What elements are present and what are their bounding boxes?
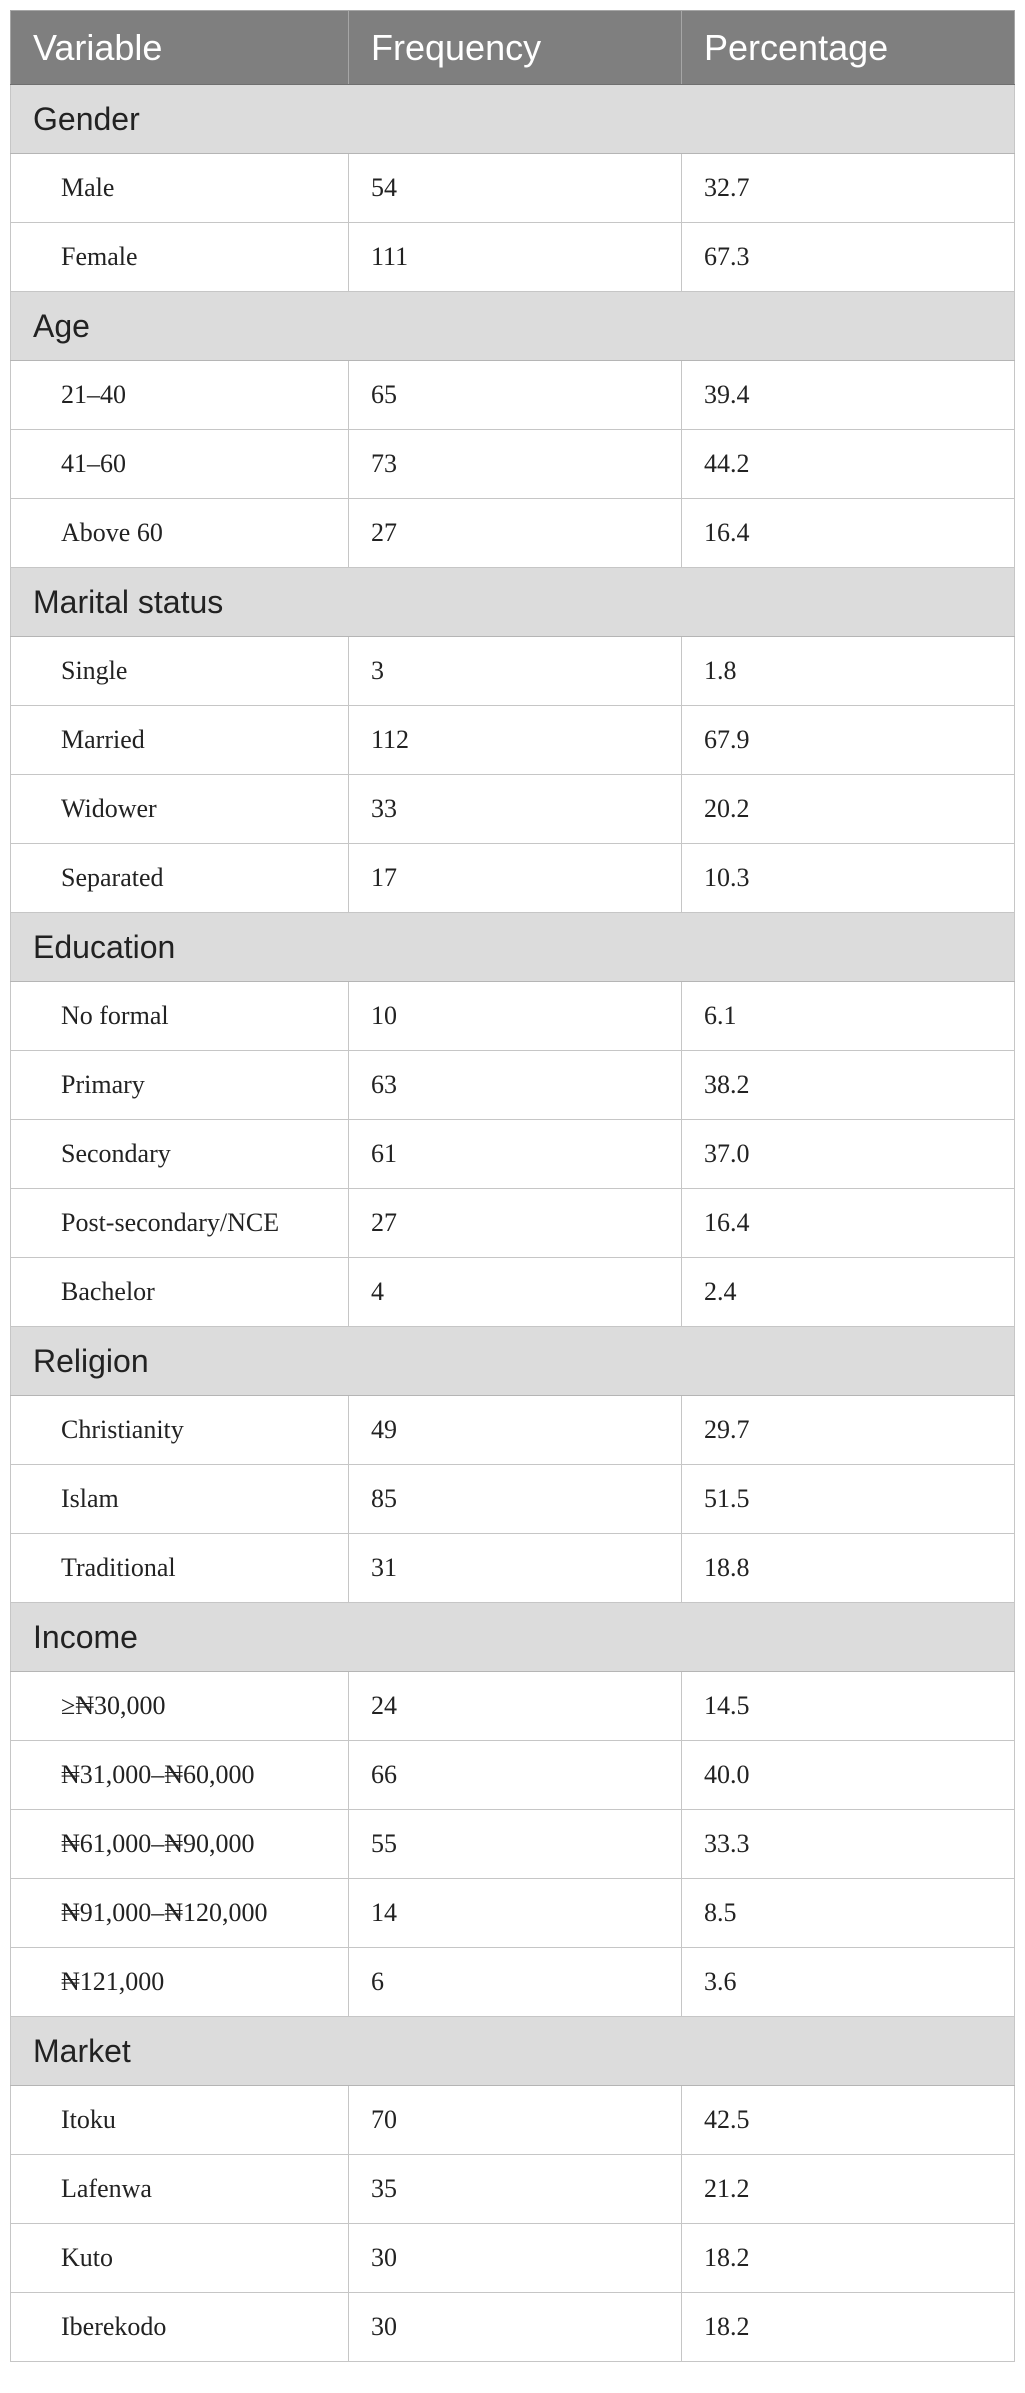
table-row: [11, 2224, 1015, 2293]
table-row: [11, 1258, 1015, 1327]
table-row: [11, 2155, 1015, 2224]
percentage-cell: 2.4: [682, 1258, 1015, 1327]
frequency-cell: 65: [349, 361, 682, 430]
category-cell: No formal: [11, 982, 349, 1051]
category-cell: Single: [11, 637, 349, 706]
category-cell: Post-secondary/NCE: [11, 1189, 349, 1258]
category-cell: Kuto: [11, 2224, 349, 2293]
percentage-cell: 32.7: [682, 154, 1015, 223]
table-row: [11, 1396, 1015, 1465]
category-cell: Islam: [11, 1465, 349, 1534]
table-row: [11, 982, 1015, 1051]
category-cell: Female: [11, 223, 349, 292]
table-row: [11, 2086, 1015, 2155]
percentage-cell: 39.4: [682, 361, 1015, 430]
frequency-cell: 14: [349, 1879, 682, 1948]
percentage-cell: 1.8: [682, 637, 1015, 706]
frequency-cell: 112: [349, 706, 682, 775]
frequency-cell: 61: [349, 1120, 682, 1189]
percentage-cell: 29.7: [682, 1396, 1015, 1465]
percentage-cell: 33.3: [682, 1810, 1015, 1879]
frequency-cell: 30: [349, 2293, 682, 2362]
percentage-cell: 67.9: [682, 706, 1015, 775]
category-cell: ₦121,000: [11, 1948, 349, 2017]
group-row: [11, 2017, 1015, 2086]
frequency-cell: 85: [349, 1465, 682, 1534]
group-label: Age: [11, 292, 1015, 361]
frequency-cell: 24: [349, 1672, 682, 1741]
percentage-cell: 16.4: [682, 499, 1015, 568]
frequency-cell: 6: [349, 1948, 682, 2017]
table-row: [11, 706, 1015, 775]
group-label: Income: [11, 1603, 1015, 1672]
category-cell: Male: [11, 154, 349, 223]
percentage-cell: 18.2: [682, 2224, 1015, 2293]
frequency-cell: 3: [349, 637, 682, 706]
header-variable: Variable: [11, 11, 349, 85]
category-cell: ₦61,000–₦90,000: [11, 1810, 349, 1879]
table-row: [11, 361, 1015, 430]
percentage-cell: 42.5: [682, 2086, 1015, 2155]
frequency-cell: 55: [349, 1810, 682, 1879]
header-row: [11, 11, 1015, 85]
group-label: Market: [11, 2017, 1015, 2086]
percentage-cell: 44.2: [682, 430, 1015, 499]
frequency-cell: 49: [349, 1396, 682, 1465]
frequency-cell: 27: [349, 499, 682, 568]
table-row: [11, 637, 1015, 706]
group-label: Gender: [11, 85, 1015, 154]
table-row: [11, 1189, 1015, 1258]
group-row: [11, 1327, 1015, 1396]
frequency-cell: 70: [349, 2086, 682, 2155]
table-row: [11, 844, 1015, 913]
table-row: [11, 1534, 1015, 1603]
percentage-cell: 10.3: [682, 844, 1015, 913]
category-cell: Married: [11, 706, 349, 775]
percentage-cell: 8.5: [682, 1879, 1015, 1948]
table-body: [11, 85, 1015, 2362]
frequency-cell: 30: [349, 2224, 682, 2293]
table-row: [11, 1051, 1015, 1120]
category-cell: Widower: [11, 775, 349, 844]
frequency-cell: 10: [349, 982, 682, 1051]
category-cell: Christianity: [11, 1396, 349, 1465]
table-row: [11, 1948, 1015, 2017]
table-row: [11, 775, 1015, 844]
table-row: [11, 1120, 1015, 1189]
category-cell: Lafenwa: [11, 2155, 349, 2224]
group-label: Marital status: [11, 568, 1015, 637]
group-row: [11, 1603, 1015, 1672]
percentage-cell: 18.2: [682, 2293, 1015, 2362]
group-row: [11, 913, 1015, 982]
table-row: [11, 1810, 1015, 1879]
frequency-cell: 63: [349, 1051, 682, 1120]
group-row: [11, 292, 1015, 361]
category-cell: Secondary: [11, 1120, 349, 1189]
percentage-cell: 6.1: [682, 982, 1015, 1051]
table-row: [11, 154, 1015, 223]
frequency-cell: 27: [349, 1189, 682, 1258]
percentage-cell: 67.3: [682, 223, 1015, 292]
group-label: Education: [11, 913, 1015, 982]
percentage-cell: 16.4: [682, 1189, 1015, 1258]
frequency-cell: 31: [349, 1534, 682, 1603]
percentage-cell: 38.2: [682, 1051, 1015, 1120]
frequency-cell: 73: [349, 430, 682, 499]
table-row: [11, 1879, 1015, 1948]
category-cell: 41–60: [11, 430, 349, 499]
category-cell: Itoku: [11, 2086, 349, 2155]
group-row: [11, 85, 1015, 154]
category-cell: Separated: [11, 844, 349, 913]
percentage-cell: 21.2: [682, 2155, 1015, 2224]
header-frequency: Frequency: [349, 11, 682, 85]
group-row: [11, 568, 1015, 637]
frequency-cell: 17: [349, 844, 682, 913]
percentage-cell: 18.8: [682, 1534, 1015, 1603]
category-cell: ≥₦30,000: [11, 1672, 349, 1741]
table-row: [11, 1465, 1015, 1534]
frequency-cell: 33: [349, 775, 682, 844]
frequency-cell: 54: [349, 154, 682, 223]
category-cell: Iberekodo: [11, 2293, 349, 2362]
category-cell: 21–40: [11, 361, 349, 430]
category-cell: Primary: [11, 1051, 349, 1120]
percentage-cell: 40.0: [682, 1741, 1015, 1810]
percentage-cell: 51.5: [682, 1465, 1015, 1534]
percentage-cell: 20.2: [682, 775, 1015, 844]
category-cell: Above 60: [11, 499, 349, 568]
category-cell: ₦91,000–₦120,000: [11, 1879, 349, 1948]
percentage-cell: 14.5: [682, 1672, 1015, 1741]
category-cell: Traditional: [11, 1534, 349, 1603]
header-percentage: Percentage: [682, 11, 1015, 85]
table-row: [11, 1741, 1015, 1810]
category-cell: ₦31,000–₦60,000: [11, 1741, 349, 1810]
demographics-table: [10, 10, 1015, 2362]
table-row: [11, 1672, 1015, 1741]
table-row: [11, 223, 1015, 292]
frequency-cell: 111: [349, 223, 682, 292]
percentage-cell: 3.6: [682, 1948, 1015, 2017]
percentage-cell: 37.0: [682, 1120, 1015, 1189]
frequency-cell: 35: [349, 2155, 682, 2224]
table-row: [11, 2293, 1015, 2362]
frequency-cell: 4: [349, 1258, 682, 1327]
table-row: [11, 499, 1015, 568]
group-label: Religion: [11, 1327, 1015, 1396]
frequency-cell: 66: [349, 1741, 682, 1810]
table-row: [11, 430, 1015, 499]
category-cell: Bachelor: [11, 1258, 349, 1327]
